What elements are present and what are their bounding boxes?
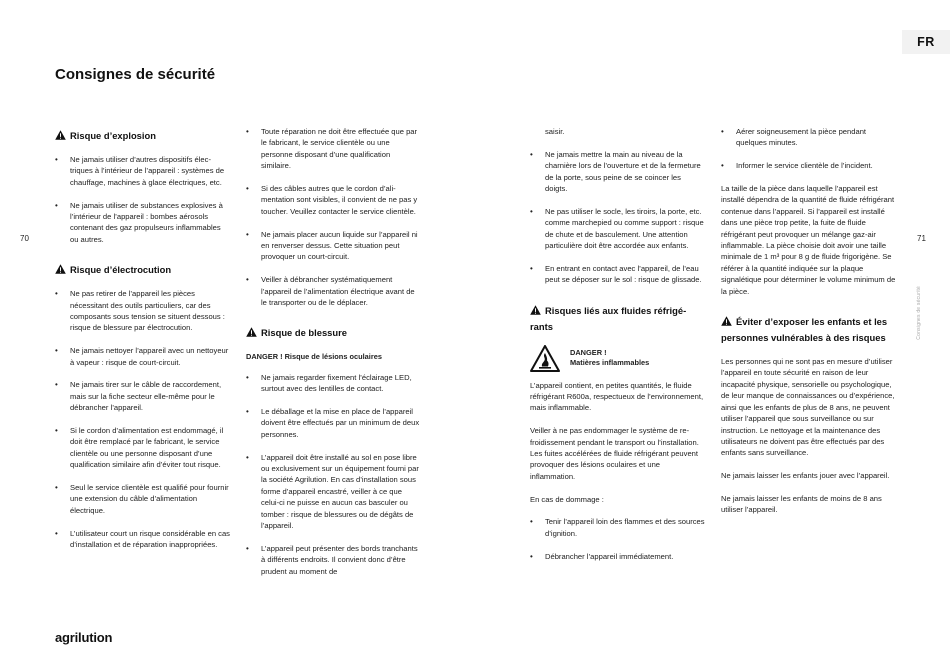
section-children-title: Éviter d’exposer les enfants et les personnes vulnérables à des risques <box>721 316 888 344</box>
flammable-hazard-icon <box>530 345 560 372</box>
list-item: • En entrant en contact avec l’appareil, de l’eau peut se déposer sur le sol : risque de glissade. <box>530 263 705 286</box>
section-refrigerant-heading <box>530 303 705 335</box>
list-item: • Veiller à débrancher systématiquement l’appareil de l’alimentation électrique avant de le transporter ou de le déplacer. <box>246 274 421 308</box>
refrigerant-paragraph: L’appareil contient, en petites quantités, le fluide réfrigérant R600a, respectueux de l’environnement, mais inflammable. <box>530 380 704 413</box>
electrocution-list-continued <box>246 126 421 308</box>
flammable-warning-text <box>570 348 649 368</box>
list-item: • L’appareil doit être installé au sol en pose libre ou exclusivement sur un équipement fourni par la société Agrilution. En cas d’installation sous forme d’appareil encastré, veiller à ce que celui-ci ne puisse en aucun cas basculer ou tomber : risque de blessures ou de dégâts de l’appareil. <box>246 452 421 532</box>
list-item: • Informer le service clientèle de l’incident. <box>721 160 896 171</box>
children-paragraph: Ne jamais laisser les enfants de moins de 8 ans utiliser l’appareil. <box>721 493 882 515</box>
list-item: • Tenir l’appareil loin des flammes et des sources d’ignition. <box>530 516 705 539</box>
section-injury-title: Risque de blessure <box>261 327 347 339</box>
agrilution-logo: agrilution <box>55 630 113 645</box>
section-explosion-heading <box>55 128 230 144</box>
page-title: Consignes de sécurité <box>55 66 216 83</box>
page-number-right: 71 <box>917 234 926 243</box>
section-electrocution-heading <box>55 262 230 278</box>
refrigerant-list-continued <box>721 126 896 172</box>
column-4 <box>721 126 896 527</box>
side-label: Consignes de sécurité <box>916 286 922 340</box>
page-number-left: 70 <box>20 234 29 243</box>
warning-triangle-icon <box>55 130 66 140</box>
refrigerant-paragraph: La taille de la pièce dans laquelle l’appareil est installé dépendra de la quantité de fluide réfrigérant contenue dans l’appareil. Si l’appareil est installé dans une pièce trop petite, la fuite de fluide réfrigérant peut provoquer un mélange gaz-air inflammable. La pièce choisie doit avoir une taille minimale de 1 m³ pour 8 g de fluide frigorigène. Se référer à la quantité indiquée sur la plaque signalétique pour déterminer le volume minimum de la pièce. <box>721 184 896 296</box>
list-item: • Ne jamais nettoyer l’appareil avec un nettoyeur à vapeur : risque de court-circuit. <box>55 345 230 368</box>
list-item: • Aérer soigneusement la pièce pendant quelques minutes. <box>721 126 896 149</box>
warning-triangle-icon <box>246 327 257 337</box>
injury-danger-label: DANGER ! Risque de lésions oculaires <box>246 352 382 362</box>
flammable-warning <box>530 345 705 372</box>
list-item: • Toute réparation ne doit être effectuée que par le fabricant, le service clientèle ou une personne disposant d’une qualification similaire. <box>246 126 421 172</box>
injury-item-continuation: saisir. <box>545 127 565 136</box>
list-item: • Ne pas retirer de l’appareil les pièces nécessitant des outils particuliers, car des composants sous tension se situent dessous : risque de blessure par électrocution. <box>55 288 230 334</box>
injury-list-continued <box>530 149 705 286</box>
refrigerant-paragraph: Veiller à ne pas endommager le système de refroidissement pendant le transport ou l’installation. Les fuites accélérées de fluide réfrigérant peuvent provoquer des lésions oculaires et une inflammation. <box>530 426 699 481</box>
list-item: • Si le cordon d’alimentation est endommagé, il doit être remplacé par le fabricant, le service clientèle ou une personne disposant d’une qualification similaire afin d’éviter tout risque. <box>55 425 230 471</box>
children-paragraph: Les personnes qui ne sont pas en mesure d’utiliser l’appareil en toute sécurité en raison de leur incapacité physique, sensorielle ou psychologique, de leur manque de connaissances ou d’expérience, ainsi que les enfants de plus de 8 ans, ne peuvent utiliser l’appareil que sous surveillance ou sur instruction. Le nettoyage et la maintenance des utilisateurs ne doivent pas être effectués par des enfants sans surveillance. <box>721 357 895 458</box>
danger-title: DANGER ! <box>570 348 607 358</box>
explosion-list <box>55 154 230 245</box>
warning-triangle-icon <box>530 305 541 315</box>
column-1 <box>55 128 230 562</box>
warning-triangle-icon <box>721 316 732 326</box>
section-injury-heading <box>246 325 421 341</box>
danger-subtitle: Matières inflammables <box>570 358 650 368</box>
list-item: • Si des câbles autres que le cordon d’alimentation sont visibles, il convient de ne pas y toucher. Veuillez contacter le service clientèle. <box>246 183 421 217</box>
list-item: • Débrancher l’appareil immédiatement. <box>530 551 705 562</box>
list-item: • L’appareil peut présenter des bords tranchants à différents endroits. Il convient donc d’être prudent au moment de <box>246 543 421 577</box>
warning-triangle-icon <box>55 264 66 274</box>
list-item: • Ne jamais regarder fixement l’éclairage LED, surtout avec des lentilles de contact. <box>246 372 421 395</box>
section-explosion-title: Risque d’explosion <box>70 130 156 141</box>
list-item: • Ne pas utiliser le socle, les tiroirs, la porte, etc. comme marchepied ou comme support : risque de chute et de basculement. Une attention particulière doit être accordée aux enfants. <box>530 206 705 252</box>
list-item: • Ne jamais tirer sur le câble de raccordement, mais sur la fiche secteur elle-même pour le débrancher l’appareil. <box>55 379 230 413</box>
list-item: • L’utilisateur court un risque considérable en cas d’installation et de réparation inappropriées. <box>55 528 230 551</box>
children-paragraph: Ne jamais laisser les enfants jouer avec l’appareil. <box>721 471 890 481</box>
section-refrigerant-title: Risques liés aux fluides réfrigérants <box>530 304 687 332</box>
column-2 <box>246 126 421 589</box>
list-item: • Ne jamais utiliser de substances explosives à l’intérieur de l’appareil : bombes aérosols contenant des gaz propulseurs inflammables ou autres. <box>55 200 230 246</box>
list-item: • Le déballage et la mise en place de l’appareil doivent être effectués par un minimum de deux personnes. <box>246 406 421 440</box>
section-electrocution-title: Risque d’électrocution <box>70 264 172 276</box>
electrocution-list <box>55 288 230 550</box>
injury-list <box>246 372 421 577</box>
list-item: • Ne jamais mettre la main au niveau de la charnière lors de l’ouverture et de la fermeture de la porte, sous peine de se coincer les doigts. <box>530 149 705 195</box>
list-item: • Ne jamais utiliser d’autres dispositifs électriques à l’intérieur de l’appareil : systèmes de chauffage, machines à glace électriques, etc. <box>55 154 230 188</box>
section-children-heading <box>721 314 896 346</box>
refrigerant-list <box>530 516 705 562</box>
column-3 <box>530 126 705 573</box>
language-badge: FR <box>902 30 950 54</box>
list-item: • Ne jamais placer aucun liquide sur l’appareil ni en renverser dessus. Cette situation peut provoquer un court-circuit. <box>246 229 421 263</box>
list-item: • Seul le service clientèle est qualifié pour fournir une extension du câble d’alimentation électrique. <box>55 482 230 516</box>
refrigerant-paragraph: En cas de dommage : <box>530 494 604 504</box>
